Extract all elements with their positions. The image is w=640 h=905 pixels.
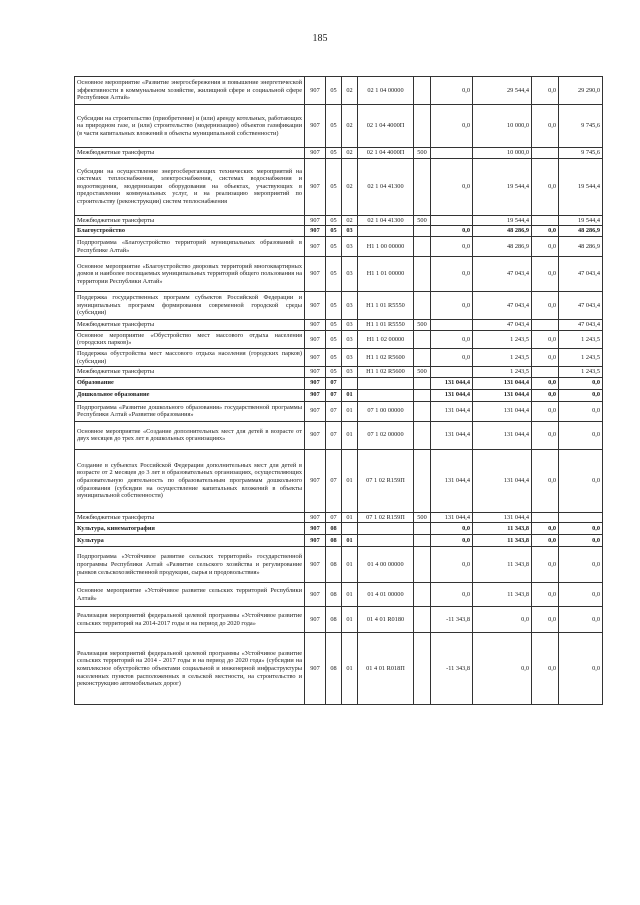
- row-value-change-2: 0,0: [532, 633, 559, 705]
- row-name: Дошкольное образование: [75, 389, 305, 401]
- row-code-target: Н1 1 02 R5600: [358, 348, 414, 366]
- table-row: [75, 535, 603, 547]
- row-name: Межбюджетные трансферты: [75, 215, 305, 226]
- row-code-expense-type: [414, 421, 431, 449]
- row-code-section: 05: [326, 348, 342, 366]
- row-code-section: 08: [326, 607, 342, 633]
- row-value-amount-2: 9 745,6: [559, 148, 603, 159]
- table-row: [75, 633, 603, 705]
- row-value-amount-2: 1 243,5: [559, 348, 603, 366]
- row-code-subsection: 02: [342, 105, 358, 148]
- row-code-subsection: 01: [342, 547, 358, 583]
- row-code-expense-type: [414, 105, 431, 148]
- row-value-change-2: 0,0: [532, 421, 559, 449]
- row-value-amount-1: 0,0: [473, 607, 532, 633]
- row-code-ministry: 907: [305, 377, 326, 389]
- row-code-ministry: 907: [305, 215, 326, 226]
- row-code-subsection: 01: [342, 535, 358, 547]
- table-row: [75, 320, 603, 331]
- row-code-section: 05: [326, 257, 342, 292]
- row-code-expense-type: [414, 226, 431, 237]
- row-value-change-1: 0,0: [431, 535, 473, 547]
- row-value-amount-1: 131 044,4: [473, 389, 532, 401]
- row-value-amount-1: 11 343,8: [473, 583, 532, 607]
- row-code-ministry: 907: [305, 148, 326, 159]
- budget-table: [74, 76, 603, 705]
- row-code-target: [358, 535, 414, 547]
- row-value-amount-1: 10 000,0: [473, 105, 532, 148]
- row-value-change-1: 0,0: [431, 583, 473, 607]
- row-code-section: 05: [326, 226, 342, 237]
- row-value-change-1: 0,0: [431, 523, 473, 535]
- row-value-change-1: 0,0: [431, 105, 473, 148]
- row-name: Подпрограмма «Развитие дошкольного образования» государственной программы Республики Алтай «Развитие образования»: [75, 401, 305, 421]
- row-value-change-1: 0,0: [431, 158, 473, 215]
- row-value-change-1: 131 044,4: [431, 449, 473, 512]
- row-value-change-2: 0,0: [532, 226, 559, 237]
- row-value-amount-1: 11 343,8: [473, 547, 532, 583]
- row-code-subsection: 02: [342, 148, 358, 159]
- row-name: Культура, кинематография: [75, 523, 305, 535]
- row-code-target: 01 4 01 R018П: [358, 633, 414, 705]
- row-value-amount-1: 0,0: [473, 633, 532, 705]
- row-code-target: [358, 389, 414, 401]
- row-value-change-2: [532, 215, 559, 226]
- table-row: [75, 377, 603, 389]
- row-code-subsection: 01: [342, 633, 358, 705]
- row-code-expense-type: [414, 389, 431, 401]
- row-code-subsection: 03: [342, 348, 358, 366]
- row-code-ministry: 907: [305, 105, 326, 148]
- row-code-section: 08: [326, 583, 342, 607]
- row-code-ministry: 907: [305, 512, 326, 523]
- row-code-section: 05: [326, 158, 342, 215]
- row-value-change-1: 131 044,4: [431, 512, 473, 523]
- row-value-amount-1: 19 544,4: [473, 158, 532, 215]
- row-value-amount-2: 0,0: [559, 401, 603, 421]
- row-value-amount-2: 48 286,9: [559, 226, 603, 237]
- row-code-section: 05: [326, 215, 342, 226]
- row-value-amount-2: 0,0: [559, 633, 603, 705]
- row-code-target: Н1 1 00 00000: [358, 237, 414, 257]
- row-value-change-2: 0,0: [532, 292, 559, 320]
- row-value-change-2: 0,0: [532, 105, 559, 148]
- row-value-amount-1: 11 343,8: [473, 535, 532, 547]
- table-row: [75, 226, 603, 237]
- row-code-ministry: 907: [305, 320, 326, 331]
- table-row: [75, 401, 603, 421]
- table-body: [75, 77, 603, 705]
- row-code-ministry: 907: [305, 367, 326, 378]
- row-code-subsection: 01: [342, 583, 358, 607]
- row-name: Межбюджетные трансферты: [75, 512, 305, 523]
- row-code-subsection: 03: [342, 292, 358, 320]
- row-value-amount-1: 131 044,4: [473, 401, 532, 421]
- row-name: Реализация мероприятий федеральной целевой программы «Устойчивое развитие сельских территорий на 2014 - 2017 годы и на период до 2020 года» (субсидии на комплексное обустройство объектами социальной и инженерной инфраструктуры населенных пунктов расположенных в сельской местности, на строительство и реконструкцию автомобильных дорог): [75, 633, 305, 705]
- row-name: Поддержка государственных программ субъектов Российской Федерации и муниципальных программ формирования современной городской среды (субсидии): [75, 292, 305, 320]
- table-row: [75, 367, 603, 378]
- table-row: [75, 105, 603, 148]
- row-code-target: 07 1 02 R159П: [358, 512, 414, 523]
- row-code-target: 07 1 00 00000: [358, 401, 414, 421]
- row-code-target: [358, 377, 414, 389]
- row-value-amount-2: 0,0: [559, 377, 603, 389]
- row-code-ministry: 907: [305, 449, 326, 512]
- row-value-amount-1: 48 286,9: [473, 237, 532, 257]
- row-code-expense-type: 500: [414, 148, 431, 159]
- row-code-expense-type: 500: [414, 320, 431, 331]
- row-value-change-1: [431, 215, 473, 226]
- row-value-change-1: 0,0: [431, 257, 473, 292]
- row-value-change-1: 0,0: [431, 547, 473, 583]
- row-code-expense-type: [414, 523, 431, 535]
- row-code-target: 01 4 00 00000: [358, 547, 414, 583]
- row-code-expense-type: [414, 158, 431, 215]
- table-row: [75, 583, 603, 607]
- row-value-amount-1: 10 000,0: [473, 148, 532, 159]
- row-name: Подпрограмма «Устойчивое развитие сельских территорий» государственной программы Республики Алтай «Развитие сельского хозяйства и регулирование рынков сельскохозяйственной продукции, сырья и продовольствия»: [75, 547, 305, 583]
- table-row: [75, 77, 603, 105]
- row-code-target: 01 4 01 R0180: [358, 607, 414, 633]
- row-code-section: 07: [326, 377, 342, 389]
- row-code-ministry: 907: [305, 421, 326, 449]
- row-code-section: 05: [326, 367, 342, 378]
- row-value-amount-2: 0,0: [559, 547, 603, 583]
- table-row: [75, 607, 603, 633]
- row-code-target: Н1 1 01 R5550: [358, 292, 414, 320]
- row-code-subsection: 01: [342, 449, 358, 512]
- row-code-target: [358, 226, 414, 237]
- row-code-subsection: 01: [342, 607, 358, 633]
- table-row: [75, 512, 603, 523]
- row-code-expense-type: [414, 377, 431, 389]
- row-name: Благоустройство: [75, 226, 305, 237]
- row-value-change-1: -11 343,8: [431, 607, 473, 633]
- row-code-expense-type: [414, 535, 431, 547]
- row-code-ministry: 907: [305, 389, 326, 401]
- row-value-change-2: [532, 148, 559, 159]
- row-value-change-1: 0,0: [431, 330, 473, 348]
- table-row: [75, 449, 603, 512]
- row-code-subsection: [342, 523, 358, 535]
- row-value-change-2: 0,0: [532, 401, 559, 421]
- row-value-change-2: 0,0: [532, 377, 559, 389]
- table-row: [75, 215, 603, 226]
- row-code-subsection: 03: [342, 320, 358, 331]
- table-row: [75, 523, 603, 535]
- row-value-amount-2: 0,0: [559, 607, 603, 633]
- row-code-target: Н1 1 01 R5550: [358, 320, 414, 331]
- row-name: Межбюджетные трансферты: [75, 320, 305, 331]
- row-code-target: [358, 523, 414, 535]
- row-value-amount-1: 19 544,4: [473, 215, 532, 226]
- row-code-expense-type: [414, 257, 431, 292]
- row-code-section: 05: [326, 330, 342, 348]
- row-value-amount-2: 1 243,5: [559, 367, 603, 378]
- row-value-amount-1: 131 044,4: [473, 377, 532, 389]
- row-code-subsection: 02: [342, 215, 358, 226]
- row-code-subsection: 03: [342, 257, 358, 292]
- row-code-ministry: 907: [305, 583, 326, 607]
- row-value-amount-1: 29 544,4: [473, 77, 532, 105]
- row-code-target: 01 4 01 00000: [358, 583, 414, 607]
- table-row: [75, 330, 603, 348]
- row-code-target: 02 1 04 00000: [358, 77, 414, 105]
- row-code-section: 05: [326, 77, 342, 105]
- row-value-change-2: 0,0: [532, 348, 559, 366]
- row-code-subsection: 03: [342, 237, 358, 257]
- row-value-amount-2: 0,0: [559, 535, 603, 547]
- row-name: Подпрограмма «Благоустройство территорий муниципальных образований в Республике Алтай»: [75, 237, 305, 257]
- row-code-ministry: 907: [305, 535, 326, 547]
- row-code-target: 07 1 02 00000: [358, 421, 414, 449]
- row-code-ministry: 907: [305, 158, 326, 215]
- row-code-subsection: [342, 377, 358, 389]
- row-code-ministry: 907: [305, 547, 326, 583]
- row-value-change-1: 0,0: [431, 292, 473, 320]
- row-value-change-2: 0,0: [532, 523, 559, 535]
- row-code-section: 05: [326, 105, 342, 148]
- table-row: [75, 547, 603, 583]
- row-code-expense-type: [414, 547, 431, 583]
- row-value-change-1: 0,0: [431, 237, 473, 257]
- table-row: [75, 389, 603, 401]
- row-name: Межбюджетные трансферты: [75, 367, 305, 378]
- row-code-expense-type: 500: [414, 215, 431, 226]
- row-value-amount-2: 48 286,9: [559, 237, 603, 257]
- row-code-expense-type: [414, 607, 431, 633]
- row-value-change-2: [532, 320, 559, 331]
- row-code-ministry: 907: [305, 292, 326, 320]
- row-value-change-2: 0,0: [532, 583, 559, 607]
- row-name: Основное мероприятие «Устойчивое развитие сельских территорий Республики Алтай»: [75, 583, 305, 607]
- row-name: Создание в субъектах Российской Федерации дополнительных мест для детей в возрасте от 2 месяцев до 3 лет в образовательных организациях, осуществляющих образовательную деятельность по образовательным программам дошкольного образования (субсидии на осуществление капитальных вложений в объекты муниципальной собственности): [75, 449, 305, 512]
- row-value-change-1: [431, 148, 473, 159]
- row-code-target: Н1 1 02 00000: [358, 330, 414, 348]
- row-code-expense-type: [414, 77, 431, 105]
- row-name: Субсидии на строительство (приобретение) и (или) аренду котельных, работающих на природном газе, и (или) строительство (модернизацию) объектов газификации (в части капитальных вложений в объекты муниципальной собственности): [75, 105, 305, 148]
- row-value-amount-1: 48 286,9: [473, 226, 532, 237]
- row-code-section: 07: [326, 449, 342, 512]
- row-code-target: 07 1 02 R159П: [358, 449, 414, 512]
- row-code-section: 05: [326, 148, 342, 159]
- row-value-change-2: 0,0: [532, 158, 559, 215]
- row-code-section: 05: [326, 292, 342, 320]
- row-code-ministry: 907: [305, 633, 326, 705]
- row-value-amount-1: 47 043,4: [473, 320, 532, 331]
- row-code-target: 02 1 04 41300: [358, 158, 414, 215]
- row-value-amount-1: 11 343,8: [473, 523, 532, 535]
- row-value-change-2: 0,0: [532, 257, 559, 292]
- table-row: [75, 148, 603, 159]
- row-value-amount-2: 47 043,4: [559, 292, 603, 320]
- row-code-expense-type: 500: [414, 367, 431, 378]
- row-value-change-2: 0,0: [532, 77, 559, 105]
- row-code-expense-type: 500: [414, 512, 431, 523]
- row-value-amount-1: 47 043,4: [473, 257, 532, 292]
- row-code-section: 08: [326, 633, 342, 705]
- row-value-amount-1: 1 243,5: [473, 348, 532, 366]
- row-value-amount-2: 0,0: [559, 421, 603, 449]
- row-value-amount-2: 47 043,4: [559, 257, 603, 292]
- row-code-section: 08: [326, 523, 342, 535]
- row-code-section: 07: [326, 421, 342, 449]
- row-code-ministry: 907: [305, 77, 326, 105]
- row-value-change-2: [532, 512, 559, 523]
- row-value-amount-2: 0,0: [559, 583, 603, 607]
- row-value-change-1: 131 044,4: [431, 401, 473, 421]
- row-value-amount-2: [559, 512, 603, 523]
- row-value-amount-2: 29 290,0: [559, 77, 603, 105]
- row-code-expense-type: [414, 449, 431, 512]
- row-value-amount-2: 0,0: [559, 389, 603, 401]
- row-value-amount-2: 19 544,4: [559, 158, 603, 215]
- row-value-change-1: [431, 320, 473, 331]
- row-name: Образование: [75, 377, 305, 389]
- row-value-amount-2: 0,0: [559, 449, 603, 512]
- row-code-target: 02 1 04 41300: [358, 215, 414, 226]
- row-value-amount-1: 131 044,4: [473, 421, 532, 449]
- row-code-subsection: 01: [342, 401, 358, 421]
- row-value-change-2: 0,0: [532, 330, 559, 348]
- row-code-target: 02 1 04 4000П: [358, 105, 414, 148]
- row-code-ministry: 907: [305, 348, 326, 366]
- row-value-change-2: 0,0: [532, 449, 559, 512]
- row-value-change-2: 0,0: [532, 535, 559, 547]
- row-value-change-1: 131 044,4: [431, 377, 473, 389]
- row-code-expense-type: [414, 633, 431, 705]
- row-code-section: 07: [326, 401, 342, 421]
- row-code-subsection: 01: [342, 389, 358, 401]
- row-code-subsection: 02: [342, 158, 358, 215]
- row-value-amount-1: 131 044,4: [473, 512, 532, 523]
- table-row: [75, 348, 603, 366]
- row-value-amount-2: 19 544,4: [559, 215, 603, 226]
- row-code-ministry: 907: [305, 237, 326, 257]
- row-value-change-1: 0,0: [431, 77, 473, 105]
- row-value-amount-2: 9 745,6: [559, 105, 603, 148]
- row-value-change-2: 0,0: [532, 237, 559, 257]
- row-code-expense-type: [414, 237, 431, 257]
- row-value-amount-2: 1 243,5: [559, 330, 603, 348]
- row-value-change-2: 0,0: [532, 607, 559, 633]
- row-value-amount-1: 47 043,4: [473, 292, 532, 320]
- row-name: Поддержка обустройства мест массового отдыха населения (городских парков) (субсидии): [75, 348, 305, 366]
- row-code-target: Н1 1 02 R5600: [358, 367, 414, 378]
- page-number: 185: [312, 33, 328, 44]
- row-code-ministry: 907: [305, 607, 326, 633]
- row-value-change-1: 0,0: [431, 226, 473, 237]
- row-value-change-1: 131 044,4: [431, 389, 473, 401]
- row-value-change-1: 131 044,4: [431, 421, 473, 449]
- row-value-amount-1: 1 243,5: [473, 330, 532, 348]
- row-value-amount-1: 131 044,4: [473, 449, 532, 512]
- row-code-section: 05: [326, 320, 342, 331]
- row-name: Реализация мероприятий федеральной целевой программы «Устойчивое развитие сельских территорий на 2014-2017 годы и на период до 2020 года»: [75, 607, 305, 633]
- row-code-expense-type: [414, 292, 431, 320]
- table-row: [75, 421, 603, 449]
- row-code-ministry: 907: [305, 257, 326, 292]
- row-code-section: 08: [326, 535, 342, 547]
- row-code-expense-type: [414, 401, 431, 421]
- row-code-section: 05: [326, 237, 342, 257]
- row-code-target: Н1 1 01 00000: [358, 257, 414, 292]
- row-code-target: 02 1 04 4000П: [358, 148, 414, 159]
- row-code-expense-type: [414, 330, 431, 348]
- row-name: Основное мероприятие «Благоустройство дворовых территорий многоквартирных домов и наиболее посещаемых муниципальных территорий общего пользования на территории Республики Алтай»: [75, 257, 305, 292]
- row-name: Основное мероприятие «Обустройство мест массового отдыха населения (городских парков)»: [75, 330, 305, 348]
- row-code-subsection: 01: [342, 421, 358, 449]
- row-name: Субсидии на осуществление энергосберегающих технических мероприятий на системах теплоснабжения, электроснабжения, системах водоснабжения и водоотведения, модернизации оборудования на объектах, участвующих в предоставлении коммунальных услуг, и на реализацию мероприятий по строительству (реконструкции) систем теплоснабжения: [75, 158, 305, 215]
- row-value-change-1: -11 343,8: [431, 633, 473, 705]
- row-code-section: 07: [326, 512, 342, 523]
- table-row: [75, 237, 603, 257]
- row-value-change-1: 0,0: [431, 348, 473, 366]
- row-value-amount-2: 47 043,4: [559, 320, 603, 331]
- row-value-change-2: 0,0: [532, 547, 559, 583]
- row-value-change-2: 0,0: [532, 389, 559, 401]
- row-value-amount-2: 0,0: [559, 523, 603, 535]
- row-code-expense-type: [414, 348, 431, 366]
- table-row: [75, 158, 603, 215]
- row-code-ministry: 907: [305, 330, 326, 348]
- row-value-change-1: [431, 367, 473, 378]
- row-code-subsection: 03: [342, 367, 358, 378]
- row-code-section: 07: [326, 389, 342, 401]
- table-row: [75, 292, 603, 320]
- row-value-change-2: [532, 367, 559, 378]
- row-code-subsection: 03: [342, 330, 358, 348]
- row-name: Межбюджетные трансферты: [75, 148, 305, 159]
- row-code-ministry: 907: [305, 401, 326, 421]
- row-code-subsection: 03: [342, 226, 358, 237]
- row-code-ministry: 907: [305, 523, 326, 535]
- row-name: Основное мероприятие «Развитие энергосбережения и повышение энергетической эффективности в коммунальном хозяйстве, жилищной сфере и социальной сфере Республики Алтай»: [75, 77, 305, 105]
- row-code-expense-type: [414, 583, 431, 607]
- row-code-section: 08: [326, 547, 342, 583]
- table-row: [75, 257, 603, 292]
- row-value-amount-1: 1 243,5: [473, 367, 532, 378]
- row-code-ministry: 907: [305, 226, 326, 237]
- row-name: Культура: [75, 535, 305, 547]
- row-name: Основное мероприятие «Создание дополнительных мест для детей в возрасте от двух месяцев до трех лет в дошкольных организациях»: [75, 421, 305, 449]
- row-code-subsection: 01: [342, 512, 358, 523]
- row-code-subsection: 02: [342, 77, 358, 105]
